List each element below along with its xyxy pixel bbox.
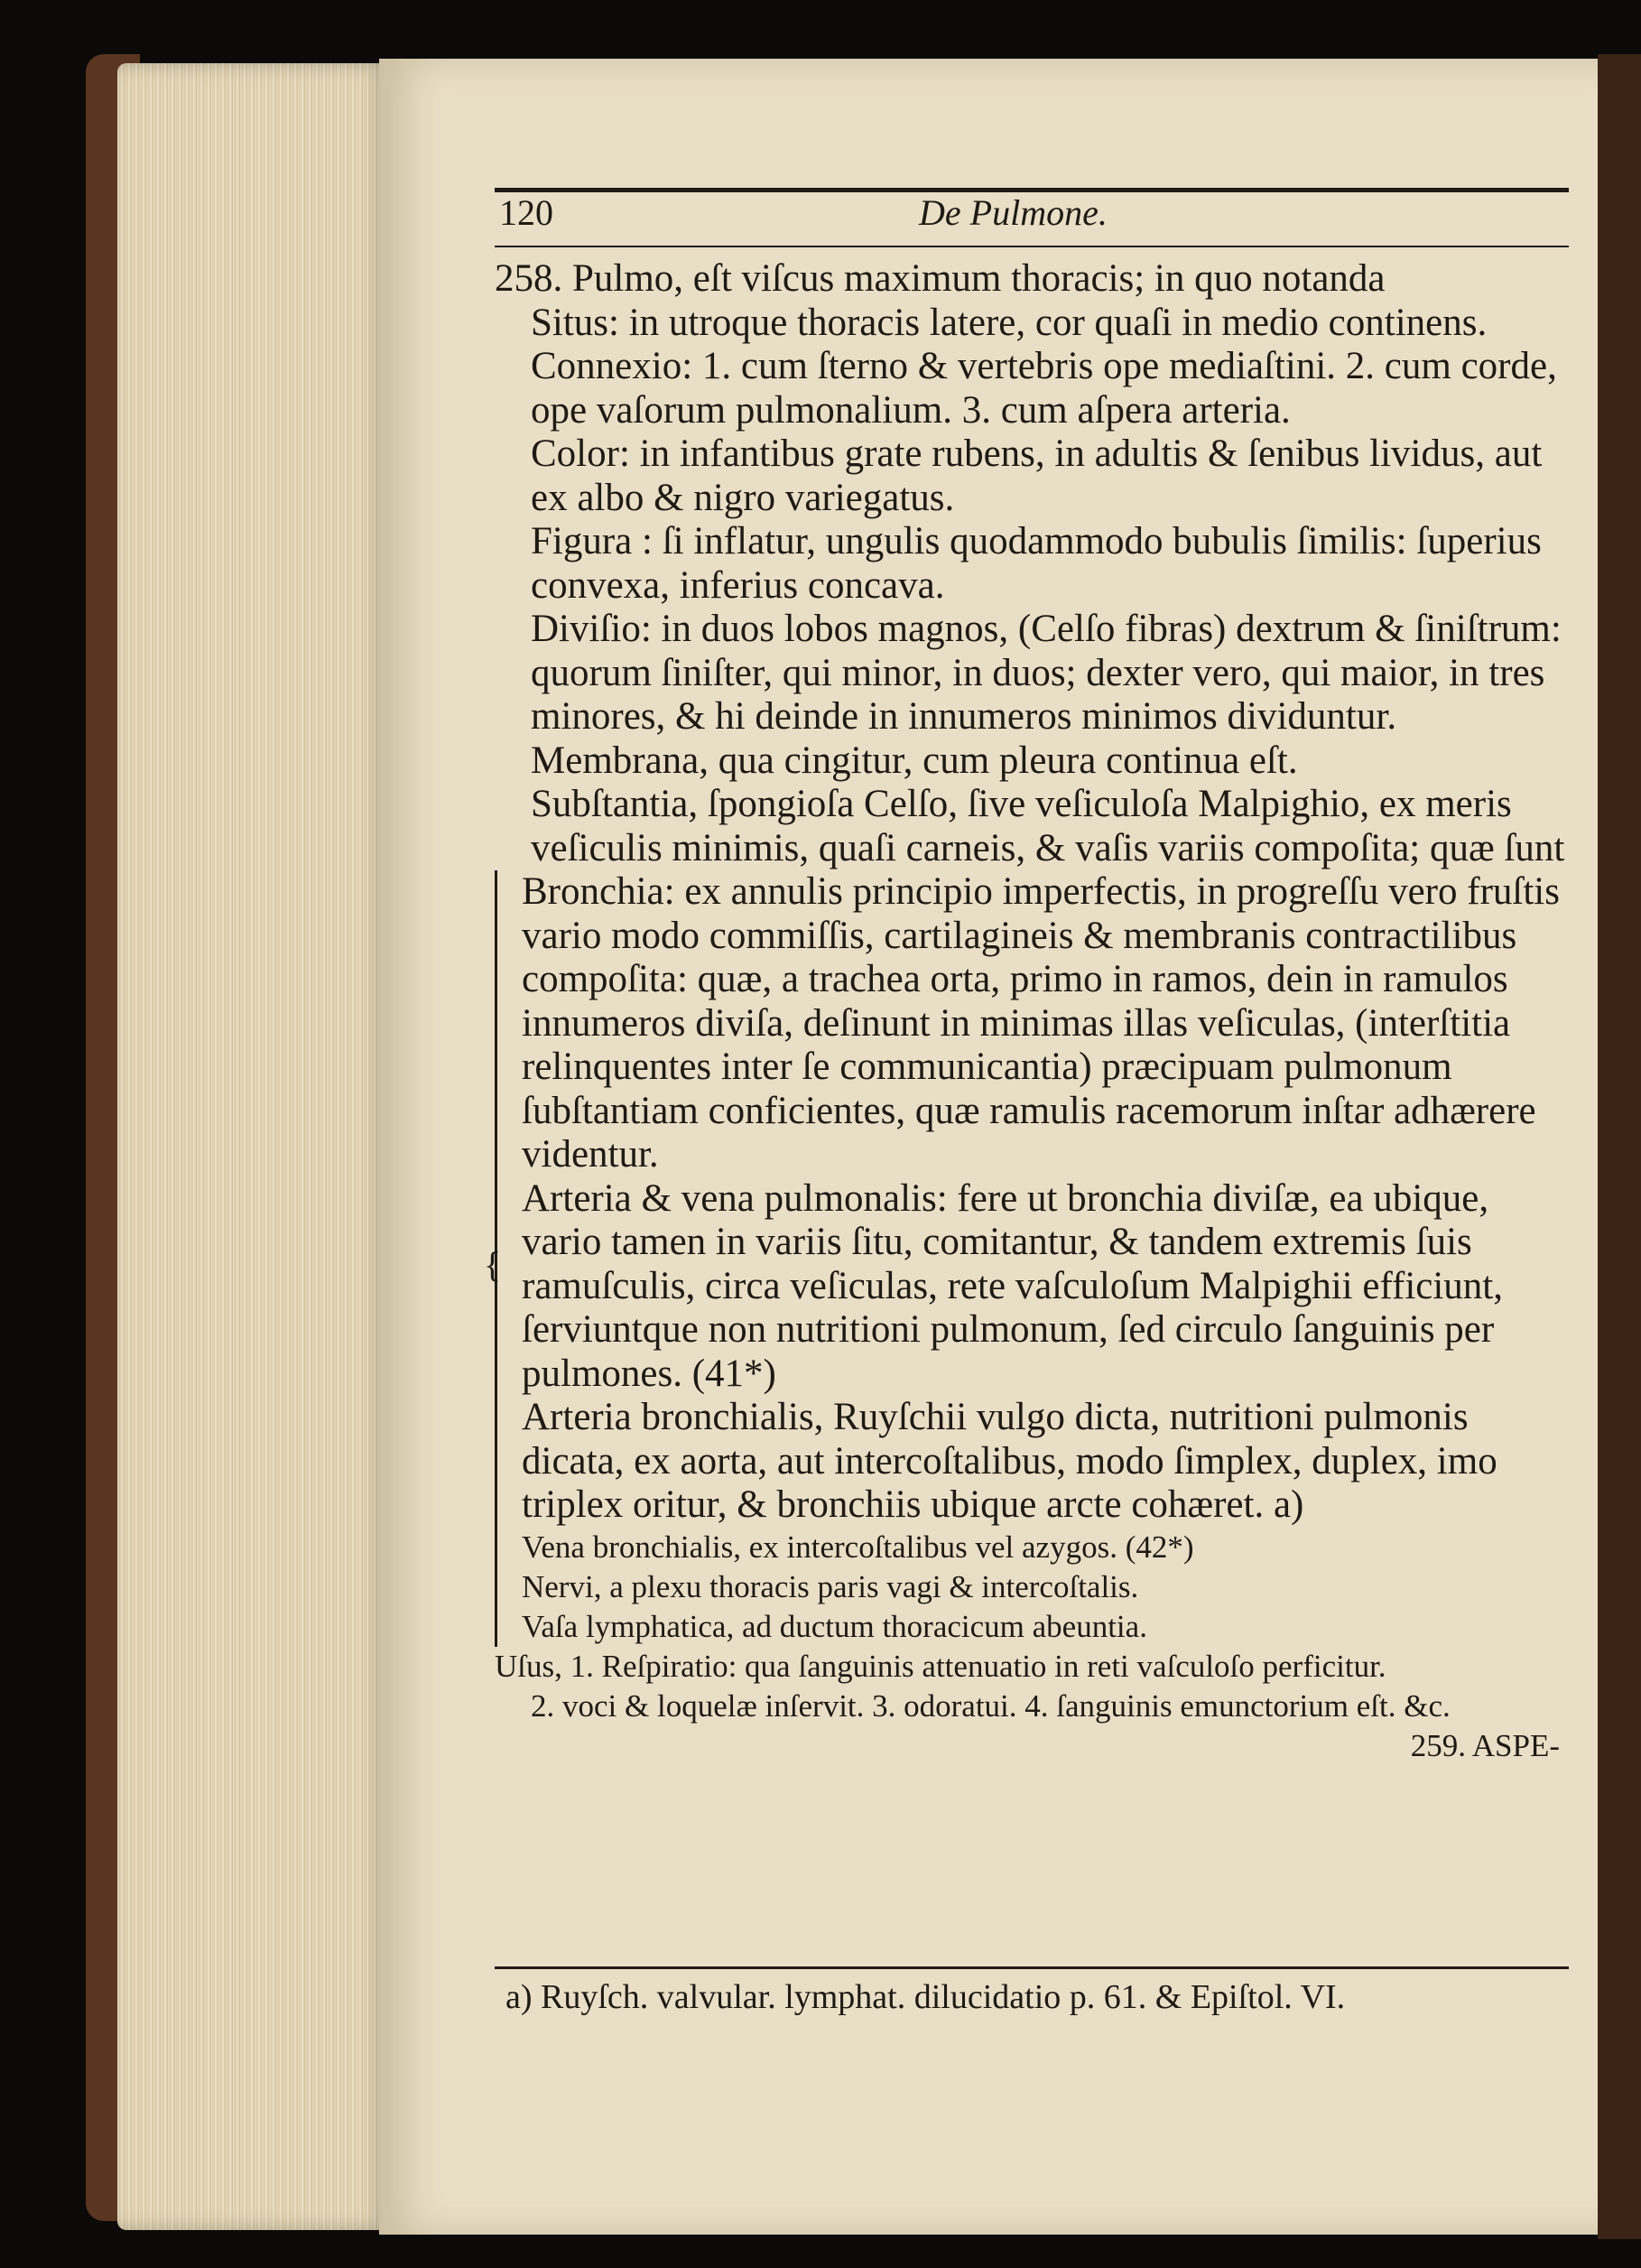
header-rule-thin	[495, 246, 1569, 247]
paragraph-membrana: Membrana, qua cingitur, cum pleura continua eſt.	[531, 739, 1298, 782]
item-arteria-vena: Arteria & vena pulmonalis: fere ut bronchia diviſæ, ea ubique, vario tamen in variis ſitu, comitantur, & tandem extremis ſuis ramuſculis, circa veſiculas, rete vaſculoſum Malpighii efficiunt, ſerviuntque non nutritioni pulmonum, ſed circulo ſanguinis per pulmones. (41*)	[522, 1176, 1503, 1395]
paragraph-connexio: Connexio: 1. cum ſterno & vertebris ope mediaſtini. 2. cum corde, ope vaſorum pulmonalium. 3. cum aſpera arteria.	[531, 345, 1557, 432]
item-vena-bronchialis: Vena bronchialis, ex intercoſtalibus vel azygos. (42*)	[522, 1529, 1194, 1565]
paragraph-color: Color: in infantibus grate rubens, in adultis & ſenibus lividus, aut ex albo & nigro variegatus.	[531, 432, 1543, 519]
structures-brace	[484, 870, 1578, 1647]
usus-line-2: 2. voci & loquelæ inſervit. 3. odoratui. 4. ſanguinis emunctorium eſt. &c.	[531, 1687, 1451, 1724]
footnote: a) Ruyſch. valvular. lymphat. dilucidatio p. 61. & Epiſtol. VI.	[505, 1978, 1346, 2016]
running-title: De Pulmone.	[919, 192, 1108, 233]
page-stack-edge	[117, 63, 388, 2230]
page-body	[484, 257, 1578, 1766]
page-number: 120	[499, 192, 553, 233]
paragraph-figura: Figura : ſi inflatur, ungulis quodammodo bubulis ſimilis: ſuperius convexa, inferius concava.	[531, 520, 1542, 607]
paragraph-substantia: Subſtantia, ſpongioſa Celſo, ſive veſiculoſa Malpighio, ex meris veſiculis minimis, quaſi carneis, & vaſis variis compoſita; quæ ſunt	[531, 783, 1565, 869]
item-bronchia: Bronchia: ex annulis principio imperfectis, in progreſſu vero fruſtis vario modo commiſſis, cartilagineis & membranis contractilibus compoſita: quæ, a trachea orta, primo in ramos, dein in ramulos innumeros diviſa, deſinunt in minimas illas veſiculas, (interſtitia relinquentes inter ſe communicantia) præcipuam pulmonum ſubſtantiam conficientes, quæ ramulis racemorum inſtar adhærere videntur.	[522, 870, 1560, 1176]
page-header	[495, 191, 1569, 237]
paragraph-258: 258. Pulmo, eſt viſcus maximum thoracis; in quo notanda	[495, 257, 1386, 300]
catchword: 259. ASPE-	[1410, 1727, 1560, 1763]
book-binding	[1598, 54, 1641, 2239]
footnote-rule	[495, 1966, 1569, 1969]
paragraph-situs: Situs: in utroque thoracis latere, cor quaſi in medio continens.	[531, 301, 1488, 344]
item-arteria-bronchialis: Arteria bronchialis, Ruyſchii vulgo dicta, nutritioni pulmonis dicata, ex aorta, aut intercoſtalibus, modo ſimplex, duplex, imo triplex oritur, & bronchiis ubique arcte cohæret. a)	[522, 1396, 1497, 1526]
paragraph-divisio: Diviſio: in duos lobos magnos, (Celſo fibras) dextrum & ſiniſtrum: quorum ſiniſter, qui minor, in duos; dexter vero, qui maior, in tres minores, & hi deinde in innumeros minimos dividuntur.	[531, 608, 1562, 738]
item-vasa: Vaſa lymphatica, ad ductum thoracicum abeuntia.	[522, 1608, 1147, 1644]
brace-point: {	[484, 1243, 502, 1285]
usus-line-1: Uſus, 1. Reſpiratio: qua ſanguinis attenuatio in reti vaſculoſo perficitur.	[495, 1648, 1386, 1684]
item-nervi: Nervi, a plexu thoracis paris vagi & intercoſtalis.	[522, 1568, 1139, 1604]
